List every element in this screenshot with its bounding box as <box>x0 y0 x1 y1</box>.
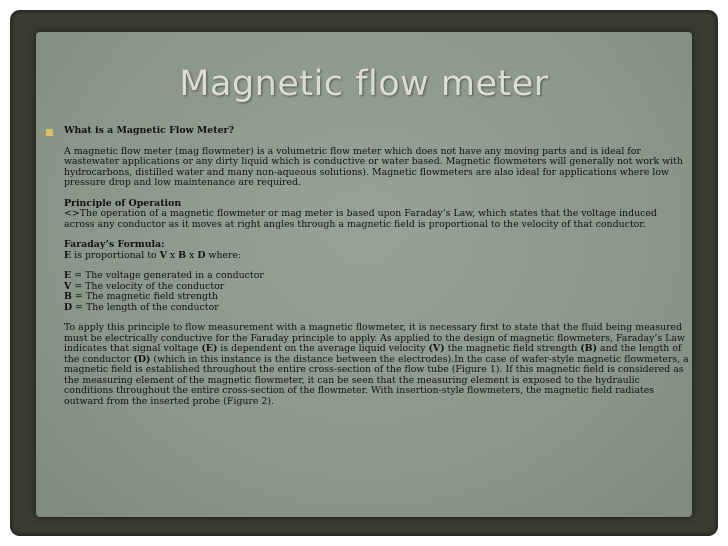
slide-body <box>64 126 689 407</box>
bullet-icon: ■ <box>45 128 54 138</box>
definition-item: D = The length of the conductor <box>64 301 219 313</box>
definition-item: B = The magnetic field strength <box>64 291 218 302</box>
application-paragraph: To apply this principle to flow measurement with a magnetic flowmeter, it is necessary first to state that the fluid being measured must be electrically conductive for the Faraday principle to apply. As applied to the design of magnetic flowmeters, Faraday’s Law indicates that signal voltage (E) is dependent on the average liquid velocity (V) the magnetic field strength (B) and the length of the conductor (D) (which in this instance is the distance between the electrodes).In the case of wafer-style magnetic flowmeters, a magnetic field is established throughout the entire cross-section of the flow tube (Figure 1). If this magnetic field is considered as the measuring element of the magnetic flowmeter, it can be seen that the measuring element is exposed to the hydraulic conditions throughout the entire cross-section of the flowmeter. With insertion-style flowmeters, the magnetic field radiates outward from the inserted probe (Figure 2). <box>64 322 689 407</box>
definition-item: V = The velocity of the conductor <box>64 280 225 292</box>
principle-heading: Principle of Operation <box>64 197 182 209</box>
principle-paragraph: <>The operation of a magnetic flowmeter or mag meter is based upon Faraday’s Law, which states that the voltage induced across any conductor as it moves at right angles through a magnetic field is proportional to the velocity of that conductor. <box>64 208 657 230</box>
question-heading: What is a Magnetic Flow Meter? <box>64 125 234 136</box>
intro-paragraph: A magnetic flow meter (mag flowmeter) is a volumetric flow meter which does not have any moving parts and is ideal for wastewater applications or any dirty liquid which is conductive or water based. Magnetic flowmeters will generally not work with hydrocarbons, distilled water and many non-aqueous solutions). Magnetic flowmeters are also ideal for applications where low pressure drop and low maintenance are required. <box>64 145 683 188</box>
formula-line: E is proportional to V x B x D where: <box>64 249 242 261</box>
formula-heading: Faraday’s Formula: <box>64 239 165 250</box>
definition-item: E = The voltage generated in a conductor <box>64 270 264 281</box>
slide-title: Magnetic flow meter <box>179 64 549 104</box>
